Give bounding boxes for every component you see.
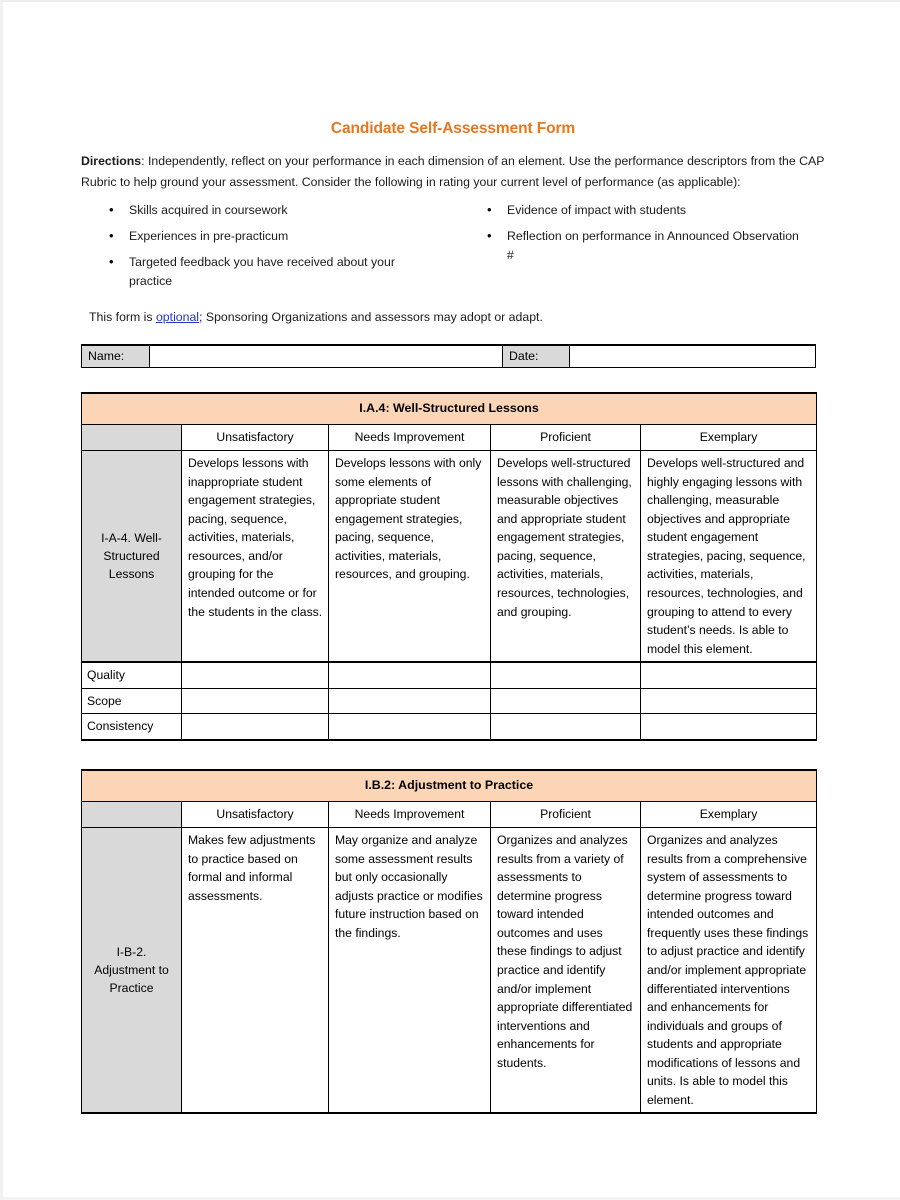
list-item: • Targeted feedback you have received about your practice bbox=[103, 253, 441, 291]
descriptor-unsatisfactory: Makes few adjustments to practice based on formal and informal assessments. bbox=[182, 828, 329, 1114]
rubric-banner: I.A.4: Well-Structured Lessons bbox=[82, 393, 817, 424]
dimension-cell-proficient[interactable] bbox=[491, 714, 641, 740]
name-date-row bbox=[81, 344, 816, 368]
rubric-table bbox=[81, 769, 817, 1115]
column-header-unsatisfactory: Unsatisfactory bbox=[182, 424, 329, 451]
table-row-dimension bbox=[82, 662, 817, 688]
name-input[interactable] bbox=[150, 346, 502, 367]
dimension-cell-needs-improvement[interactable] bbox=[329, 714, 491, 740]
column-header-proficient: Proficient bbox=[491, 424, 641, 451]
document-content bbox=[81, 2, 825, 1114]
dimension-cell-unsatisfactory[interactable] bbox=[182, 662, 329, 688]
list-item: • Skills acquired in coursework bbox=[103, 201, 441, 220]
descriptor-needs-improvement: May organize and analyze some assessment results but only occasionally adjusts practice or modifies future instruction based on the findings. bbox=[329, 828, 491, 1114]
dimension-label-scope: Scope bbox=[82, 688, 182, 714]
table-row-banner bbox=[82, 770, 817, 801]
corner-cell bbox=[82, 424, 182, 451]
descriptor-exemplary: Develops well-structured and highly engaging lessons with challenging, measurable objectives and appropriate student engagement strategies, pacing, sequence, activities, materials, resources, technologies, and grouping to attend to every student’s needs. Is able to model this element. bbox=[641, 451, 817, 663]
dimension-cell-unsatisfactory[interactable] bbox=[182, 714, 329, 740]
column-header-unsatisfactory: Unsatisfactory bbox=[182, 801, 329, 828]
rubric-table bbox=[81, 392, 817, 741]
descriptor-exemplary: Organizes and analyzes results from a comprehensive system of assessments to determine progress toward intended outcomes and frequently uses these findings to adjust practice and identify and/or implement appropriate differentiated interventions and enhancements for individuals and groups of students and appropriate modifications of lessons and units. Is able to model this element. bbox=[641, 828, 817, 1114]
descriptor-unsatisfactory: Develops lessons with inappropriate student engagement strategies, pacing, sequence, activities, materials, resources, and/or grouping for the intended outcome or for the students in the class. bbox=[182, 451, 329, 663]
column-header-needs-improvement: Needs Improvement bbox=[329, 801, 491, 828]
dimension-label-consistency: Consistency bbox=[82, 714, 182, 740]
rubric-table-well-structured-lessons bbox=[81, 392, 825, 741]
table-row-descriptors bbox=[82, 451, 817, 663]
optional-note-suffix: ; Sponsoring Organizations and assessors may adopt or adapt. bbox=[199, 310, 543, 325]
column-header-proficient: Proficient bbox=[491, 801, 641, 828]
descriptor-proficient: Organizes and analyzes results from a variety of assessments to determine progress toward intended outcomes and uses these findings to adjust practice and identify and/or implement appropriate differentiated interventions and enhancements for students. bbox=[491, 828, 641, 1114]
page-title: Candidate Self-Assessment Form bbox=[330, 120, 576, 137]
descriptor-needs-improvement: Develops lessons with only some elements of appropriate student engagement strategies, pacing, sequence, activities, materials, resources, and grouping. bbox=[329, 451, 491, 663]
element-row-label: I-B-2. Adjustment to Practice bbox=[82, 828, 182, 1114]
bullets-left-column bbox=[81, 201, 441, 298]
dimension-cell-exemplary[interactable] bbox=[641, 714, 817, 740]
list-item: • Experiences in pre-practicum bbox=[103, 227, 441, 246]
table-row-headers bbox=[82, 424, 817, 451]
dimension-cell-needs-improvement[interactable] bbox=[329, 662, 491, 688]
optional-note bbox=[81, 308, 825, 328]
optional-note-prefix: This form is bbox=[89, 310, 156, 325]
descriptor-proficient: Develops well-structured lessons with challenging, measurable objectives and appropriate student engagement strategies, pacing, sequence, activities, materials, resources, technologies, and grouping. bbox=[491, 451, 641, 663]
consideration-bullets bbox=[81, 201, 801, 298]
date-label: Date: bbox=[502, 346, 570, 367]
table-row-dimension bbox=[82, 688, 817, 714]
corner-cell bbox=[82, 801, 182, 828]
dimension-cell-proficient[interactable] bbox=[491, 688, 641, 714]
dimension-cell-exemplary[interactable] bbox=[641, 662, 817, 688]
name-label: Name: bbox=[82, 346, 150, 367]
column-header-needs-improvement: Needs Improvement bbox=[329, 424, 491, 451]
element-row-label: I-A-4. Well-Structured Lessons bbox=[82, 451, 182, 663]
dimension-label-quality: Quality bbox=[82, 662, 182, 688]
directions-paragraph bbox=[81, 151, 825, 193]
list-item: • Reflection on performance in Announced Observation # bbox=[481, 227, 801, 265]
table-row-descriptors bbox=[82, 828, 817, 1114]
table-row-dimension bbox=[82, 714, 817, 740]
dimension-cell-needs-improvement[interactable] bbox=[329, 688, 491, 714]
date-input[interactable] bbox=[570, 346, 813, 367]
column-header-exemplary: Exemplary bbox=[641, 424, 817, 451]
dimension-cell-unsatisfactory[interactable] bbox=[182, 688, 329, 714]
column-header-exemplary: Exemplary bbox=[641, 801, 817, 828]
list-item: • Evidence of impact with students bbox=[481, 201, 801, 220]
directions-text: : Independently, reflect on your performance in each dimension of an element. Use the performance descriptors from the CAP Rubric to help ground your assessment. Consider the following in rating your current level of performance (as applicable): bbox=[81, 153, 825, 189]
bullets-right-column bbox=[441, 201, 801, 298]
directions-label: Directions bbox=[81, 153, 142, 168]
table-row-headers bbox=[82, 801, 817, 828]
optional-link[interactable]: optional bbox=[155, 310, 200, 325]
dimension-cell-proficient[interactable] bbox=[491, 662, 641, 688]
dimension-cell-exemplary[interactable] bbox=[641, 688, 817, 714]
rubric-banner: I.B.2: Adjustment to Practice bbox=[82, 770, 817, 801]
rubric-table-adjustment-to-practice bbox=[81, 769, 825, 1115]
table-row-banner bbox=[82, 393, 817, 424]
